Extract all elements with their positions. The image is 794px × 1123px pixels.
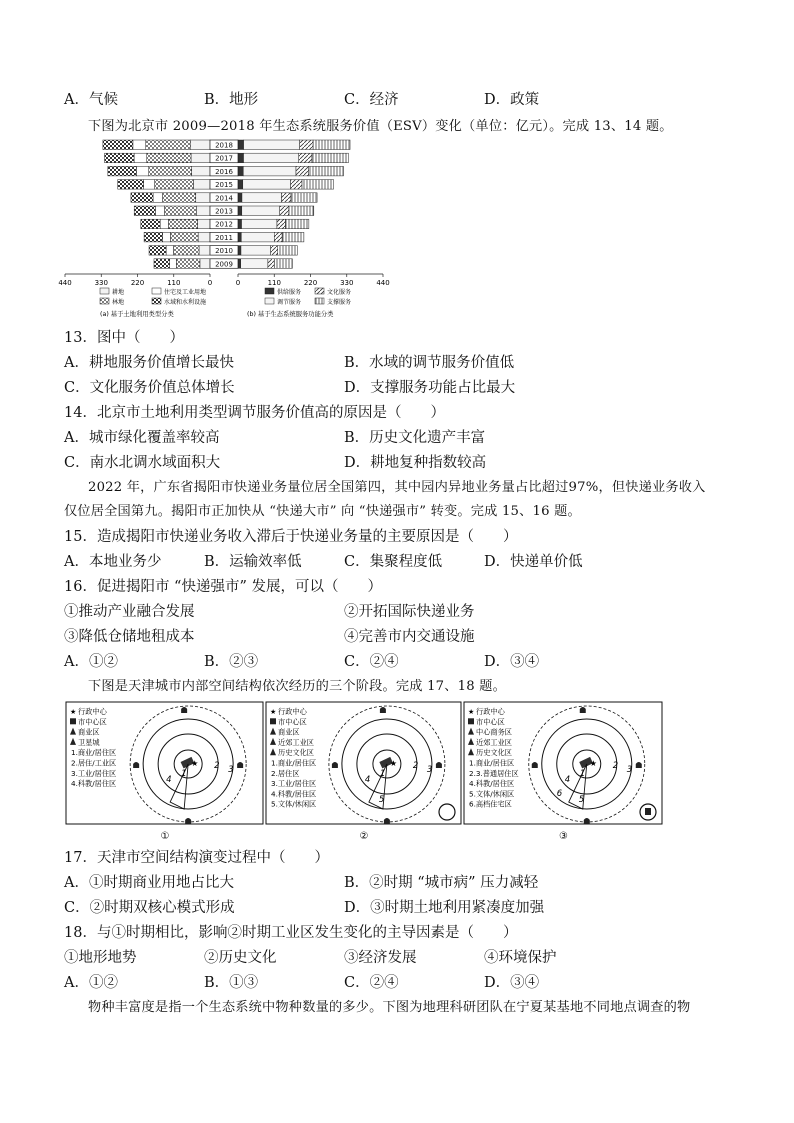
q16-item-2: ②开拓国际快递业务 [344, 604, 475, 620]
year-label: 2009 [215, 260, 233, 269]
left-bar-segment [168, 219, 197, 229]
legend-item: 6.高档住宅区 [469, 799, 512, 809]
intro-15-16-line2: 仅位居全国第九。揭阳市正加快从 “快递大市” 向 “快递强市” 转变。完成 15、16 题。 [64, 504, 581, 519]
legend-item: 4.科教/居住区 [469, 779, 515, 789]
intro-17-18: 下图是天津城市内部空间结构依次经历的三个阶段。完成 17、18 题。 [88, 679, 506, 694]
year-label: 2011 [215, 233, 233, 242]
left-bar-segment [133, 140, 146, 150]
right-bar-segment [242, 206, 280, 216]
right-legend-label: 支撑服务 [327, 299, 352, 306]
q16-stem: 16．促进揭阳市 “快递强市” 发展，可以（ ） [64, 579, 382, 595]
q13-option-d: D．支撑服务功能占比最大 [344, 380, 516, 396]
right-bar-segment [274, 259, 292, 269]
left-legend-label: 林地 [112, 299, 125, 306]
right-legend-swatch [265, 298, 274, 304]
admin-center-icon: ★ [589, 759, 597, 768]
q18-option-b: B．①③ [204, 975, 259, 991]
q16-item-1: ①推动产业融合发展 [64, 604, 195, 620]
q12-option-c: C．经济 [344, 92, 399, 108]
left-tick-label: 110 [167, 279, 181, 287]
left-bar-segment [163, 193, 196, 203]
q18-option-c: C．②④ [344, 975, 399, 991]
left-bar-segment [198, 232, 210, 242]
right-bar-segment [238, 246, 241, 256]
ring-label: 2 [214, 761, 220, 771]
intro-last: 物种丰富度是指一个生态系统中物种数量的多少。下图为地理科研团队在宁夏某基地不同地点调查的物 [88, 1000, 691, 1015]
right-tick-label: 220 [303, 279, 318, 287]
year-label: 2015 [215, 181, 233, 190]
ring-label: 5 [578, 795, 585, 805]
left-tick-label: 440 [58, 279, 72, 287]
q16-option-b: B．②③ [204, 654, 259, 670]
q15-option-d: D．快递单价低 [484, 554, 583, 570]
intro-13-14: 下图为北京市 2009—2018 年生态系统服务价值（ESV）变化（单位：亿元）。完成 13、14 题。 [88, 119, 673, 134]
right-bar-segment [312, 153, 348, 163]
left-bar-segment [103, 140, 133, 150]
right-bar-segment [280, 206, 289, 216]
legend-item: 行政中心 [78, 707, 107, 716]
q18-option-d: D．③④ [484, 975, 540, 991]
legend-item: 行政中心 [278, 707, 307, 716]
stage-panel-1 [66, 702, 263, 842]
q16-option-d: D．③④ [484, 654, 540, 670]
stage-label: ① [160, 831, 170, 842]
left-bar-segment [136, 166, 148, 176]
q14-option-b: B．历史文化遗产丰富 [344, 430, 486, 446]
q12-option-b: B．地形 [204, 92, 259, 108]
q16-item-4: ④完善市内交通设施 [344, 629, 475, 645]
right-legend-label: 供给服务 [277, 289, 302, 296]
left-bar-segment [191, 140, 210, 150]
stage-panel-3 [464, 702, 662, 842]
q12-option-a: A．气候 [64, 92, 118, 108]
q13-option-b: B．水域的调节服务价值低 [344, 355, 515, 371]
right-legend-swatch [265, 288, 274, 294]
left-bar-segment [200, 259, 210, 269]
right-bar-segment [242, 219, 277, 229]
ring-label: 1 [579, 769, 586, 779]
new-district-marker [645, 808, 651, 815]
right-bar-segment [285, 219, 308, 229]
legend-item: 市中心区 [476, 717, 505, 727]
right-bar-segment [238, 166, 243, 176]
right-bar-segment [300, 140, 313, 150]
legend-item: 3.工业/居住区 [71, 768, 117, 778]
right-bar-segment [313, 140, 350, 150]
left-bar-segment [196, 193, 210, 203]
left-bar-segment [196, 206, 210, 216]
left-legend-swatch [152, 288, 161, 294]
star-icon: ★ [468, 708, 475, 716]
q14-stem: 14．北京市土地利用类型调节服务价值高的原因是（ ） [64, 405, 445, 421]
legend-item: 1.商业/居住区 [271, 758, 317, 768]
q18-item-3: ③经济发展 [344, 950, 417, 966]
left-bar-segment [105, 153, 135, 163]
legend-item: 5.文体/休闲区 [271, 799, 317, 809]
left-bar-segment [108, 166, 137, 176]
right-bar-segment [271, 246, 278, 256]
legend-item: 历史文化区 [476, 748, 512, 758]
q17-option-c: C．②时期双核心模式形成 [64, 900, 235, 916]
left-legend-label: 住宅及工业用地 [164, 289, 207, 296]
right-caption: (b) 基于生态系统服务功能分类 [247, 311, 334, 318]
year-label: 2014 [215, 194, 233, 203]
right-bar-segment [238, 232, 241, 242]
legend-item: 行政中心 [476, 707, 505, 716]
year-label: 2010 [215, 247, 233, 256]
legend-item: 5.文体/休闲区 [469, 789, 515, 799]
year-label: 2016 [215, 167, 233, 176]
right-bar-segment [238, 259, 241, 269]
legend-item: 1.商业/居住区 [71, 748, 117, 758]
right-bar-segment [282, 232, 304, 242]
left-bar-segment [165, 206, 197, 216]
legend-item: 商业区 [78, 727, 100, 737]
right-bar-segment [299, 153, 312, 163]
left-legend-swatch [100, 288, 109, 294]
left-legend-swatch [152, 298, 161, 304]
legend-item: 市中心区 [78, 717, 107, 727]
year-label: 2017 [215, 154, 233, 163]
q18-item-4: ④环境保护 [484, 950, 557, 966]
ring-label: 2 [612, 761, 619, 771]
legend-item: 历史文化区 [278, 748, 314, 758]
left-bar-segment [166, 246, 173, 256]
legend-item: 2.居住区 [271, 768, 300, 778]
left-caption: (a) 基于土地利用类型分类 [100, 311, 174, 318]
admin-center-icon: ★ [389, 759, 398, 768]
left-bar-segment [154, 259, 170, 269]
q14-option-c: C．南水北调水域面积大 [64, 455, 221, 471]
stage-label: ② [359, 831, 369, 842]
left-bar-segment [173, 246, 199, 256]
left-legend-label: 耕地 [112, 289, 125, 296]
right-bar-segment [302, 180, 334, 190]
legend-item: 中心商务区 [476, 727, 512, 737]
left-bar-segment [144, 180, 155, 190]
q17-stem: 17．天津市空间结构演变过程中（ ） [64, 850, 329, 866]
q15-option-b: B．运输效率低 [204, 554, 302, 570]
ring-label: 4 [364, 775, 371, 785]
ring-label: 5 [378, 795, 385, 805]
left-bar-segment [118, 180, 144, 190]
right-bar-segment [241, 232, 274, 242]
left-tick-label: 0 [207, 279, 213, 287]
q18-item-1: ①地形地势 [64, 950, 137, 966]
stage-panel-2 [266, 702, 461, 842]
q18-item-2: ②历史文化 [204, 950, 277, 966]
q14-option-a: A．城市绿化覆盖率较高 [64, 430, 220, 446]
left-bar-segment [144, 232, 162, 242]
ring-label: 6 [556, 789, 563, 799]
q13-option-c: C．文化服务价值总体增长 [64, 380, 235, 396]
left-tick-label: 330 [94, 279, 108, 287]
legend-item: 近郊工业区 [476, 737, 512, 747]
legend-item: 3.工业/居住区 [271, 779, 317, 789]
left-bar-segment [134, 153, 147, 163]
left-bar-segment [134, 206, 155, 216]
q15-option-a: A．本地业务少 [64, 554, 162, 570]
left-bar-segment [155, 180, 194, 190]
right-bar-segment [278, 246, 298, 256]
right-bar-segment [274, 232, 282, 242]
right-bar-segment [296, 166, 309, 176]
legend-item: 4.科教/居住区 [271, 789, 317, 799]
q13-option-a: A．耕地服务价值增长最快 [64, 355, 234, 371]
right-bar-segment [244, 140, 300, 150]
legend-item: 卫星城 [78, 737, 100, 747]
q17-option-a: A．①时期商业用地占比大 [64, 875, 234, 891]
legend-item: 市中心区 [278, 717, 307, 727]
q14-option-d: D．耕地复种指数较高 [344, 455, 487, 471]
year-label: 2018 [215, 141, 233, 150]
right-bar-segment [238, 180, 243, 190]
year-label: 2013 [215, 207, 233, 216]
right-bar-segment [238, 206, 242, 216]
q17-option-b: B．②时期 “城市病” 压力减轻 [344, 875, 539, 891]
right-bar-segment [244, 153, 299, 163]
right-bar-segment [241, 246, 271, 256]
left-legend-label: 水域和水利设施 [164, 299, 207, 306]
q13-stem: 13．图中（ ） [64, 330, 184, 346]
right-bar-segment [243, 166, 296, 176]
right-legend-swatch [315, 298, 324, 304]
right-bar-segment [309, 166, 344, 176]
ring-label: 3 [228, 765, 234, 775]
left-bar-segment [131, 193, 153, 203]
right-bar-segment [268, 259, 275, 269]
q15-stem: 15．造成揭阳市快递业务收入滞后于快递业务量的主要原因是（ ） [64, 529, 518, 545]
q16-item-3: ③降低仓储地租成本 [64, 629, 195, 645]
square-icon [270, 718, 276, 724]
right-bar-segment [238, 193, 242, 203]
ring-label: 1 [379, 769, 386, 779]
esv-chart [60, 135, 390, 320]
ring-label: 2 [412, 761, 419, 771]
ring-label: 4 [166, 775, 172, 785]
right-bar-segment [242, 193, 282, 203]
q16-option-c: C．②④ [344, 654, 399, 670]
left-bar-segment [191, 153, 210, 163]
left-bar-segment [198, 219, 210, 229]
star-icon: ★ [70, 708, 77, 716]
left-bar-segment [153, 193, 162, 203]
ring-label: 3 [426, 765, 433, 775]
right-tick-label: 440 [376, 279, 390, 287]
right-bar-segment [282, 193, 291, 203]
right-tick-label: 0 [235, 279, 241, 287]
right-legend-swatch [315, 288, 324, 294]
legend-item: 2.居住/工业区 [71, 758, 117, 768]
q18-stem: 18．与①时期相比，影响②时期工业区发生变化的主导因素是（ ） [64, 925, 518, 941]
square-icon [70, 718, 76, 724]
legend-item: 商业区 [278, 727, 300, 737]
left-bar-segment [193, 180, 210, 190]
left-bar-segment [155, 206, 164, 216]
right-bar-segment [291, 193, 317, 203]
right-bar-segment [238, 153, 244, 163]
legend-item: 2.3.普通居住区 [469, 768, 519, 778]
ring-label: 1 [181, 769, 187, 779]
q15-option-c: C．集聚程度低 [344, 554, 443, 570]
right-tick-label: 330 [340, 279, 354, 287]
right-bar-segment [243, 180, 291, 190]
legend-item: 1.商业/居住区 [469, 758, 515, 768]
ring-label: 3 [626, 765, 633, 775]
ring-label: 4 [564, 775, 571, 785]
right-bar-segment [238, 219, 242, 229]
square-icon [468, 718, 474, 724]
right-bar-segment [291, 180, 302, 190]
left-bar-segment [170, 232, 198, 242]
left-bar-segment [163, 232, 171, 242]
q12-option-d: D．政策 [484, 92, 540, 108]
left-bar-segment [199, 246, 210, 256]
right-bar-segment [238, 140, 244, 150]
left-bar-segment [176, 259, 200, 269]
left-bar-segment [147, 153, 191, 163]
q16-option-a: A．①② [64, 654, 118, 670]
q18-option-a: A．①② [64, 975, 118, 991]
legend-item: 近郊工业区 [278, 737, 314, 747]
left-bar-segment [170, 259, 177, 269]
right-bar-segment [277, 219, 286, 229]
intro-15-16-line1: 2022 年，广东省揭阳市快递业务量位居全国第四，其中园内异地业务量占比超过97%，但快递业务收入 [88, 480, 706, 495]
legend-item: 4.科教/居住区 [71, 779, 117, 789]
left-tick-label: 220 [130, 279, 145, 287]
left-bar-segment [149, 246, 166, 256]
right-bar-segment [289, 206, 314, 216]
left-bar-segment [146, 140, 191, 150]
right-legend-label: 文化服务 [327, 289, 352, 296]
left-legend-swatch [100, 298, 109, 304]
right-legend-label: 调节服务 [277, 299, 302, 306]
right-bar-segment [241, 259, 268, 269]
stage-label: ③ [559, 831, 568, 842]
left-bar-segment [149, 166, 192, 176]
left-bar-segment [160, 219, 168, 229]
right-tick-label: 110 [267, 279, 281, 287]
q17-option-d: D．③时期土地利用紧凑度加强 [344, 900, 545, 916]
star-icon: ★ [270, 708, 277, 716]
tianjin-figure [66, 700, 666, 845]
admin-center-icon: ★ [191, 759, 199, 768]
year-label: 2012 [215, 220, 233, 229]
left-bar-segment [192, 166, 210, 176]
left-bar-segment [141, 219, 160, 229]
